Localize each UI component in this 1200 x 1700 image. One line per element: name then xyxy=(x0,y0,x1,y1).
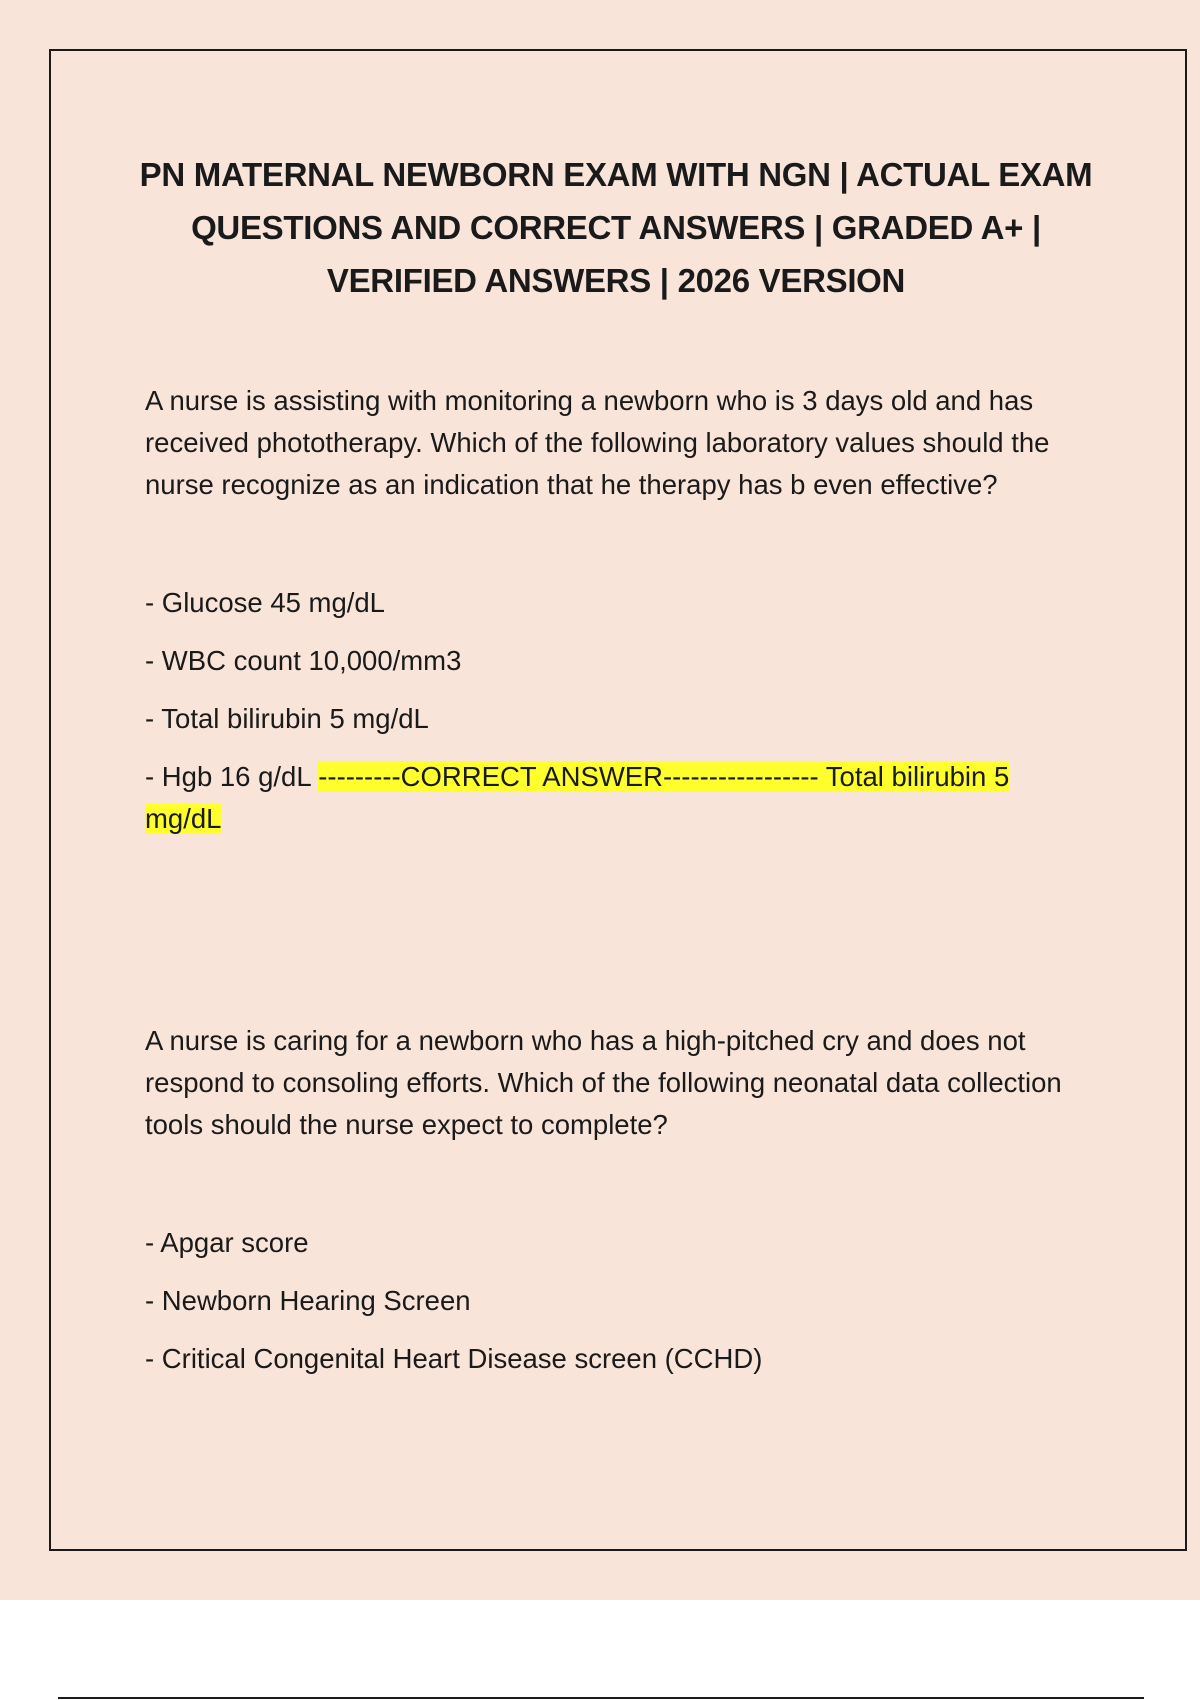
bottom-divider xyxy=(58,1697,1144,1699)
option-apgar: - Apgar score xyxy=(145,1227,309,1258)
option-cchd: - Critical Congenital Heart Disease screen (CCHD) xyxy=(145,1343,763,1374)
question-text: A nurse is caring for a newborn who has a high-pitched cry and does not respond to consoling efforts. Which of the following neonatal data collection tools should the nurse expect to complete? xyxy=(145,1025,1062,1140)
option-hgb-label: - Hgb 16 g/dL xyxy=(145,761,311,792)
correct-answer-highlight: ---------CORRECT ANSWER----------------- Total bilirubin 5 mg/dL xyxy=(145,761,1010,834)
answer-options xyxy=(145,582,1085,840)
option-bilirubin: - Total bilirubin 5 mg/dL xyxy=(145,703,429,734)
answer-options xyxy=(145,1222,1085,1380)
option-hgb xyxy=(145,756,1085,840)
document-title: PN MATERNAL NEWBORN EXAM WITH NGN | ACTUAL EXAM QUESTIONS AND CORRECT ANSWERS | GRADED A+ | VERIFIED ANSWERS | 2026 VERSION xyxy=(139,156,1093,299)
question-block-1 xyxy=(145,380,1085,856)
option-glucose: - Glucose 45 mg/dL xyxy=(145,587,385,618)
question-text: A nurse is assisting with monitoring a newborn who is 3 days old and has received phototherapy. Which of the following laboratory values should the nurse recognize as an indication that he therapy has b even effective? xyxy=(145,385,1050,500)
question-block-2 xyxy=(145,1020,1085,1396)
option-wbc: - WBC count 10,000/mm3 xyxy=(145,645,462,676)
option-hearing-screen: - Newborn Hearing Screen xyxy=(145,1285,471,1316)
